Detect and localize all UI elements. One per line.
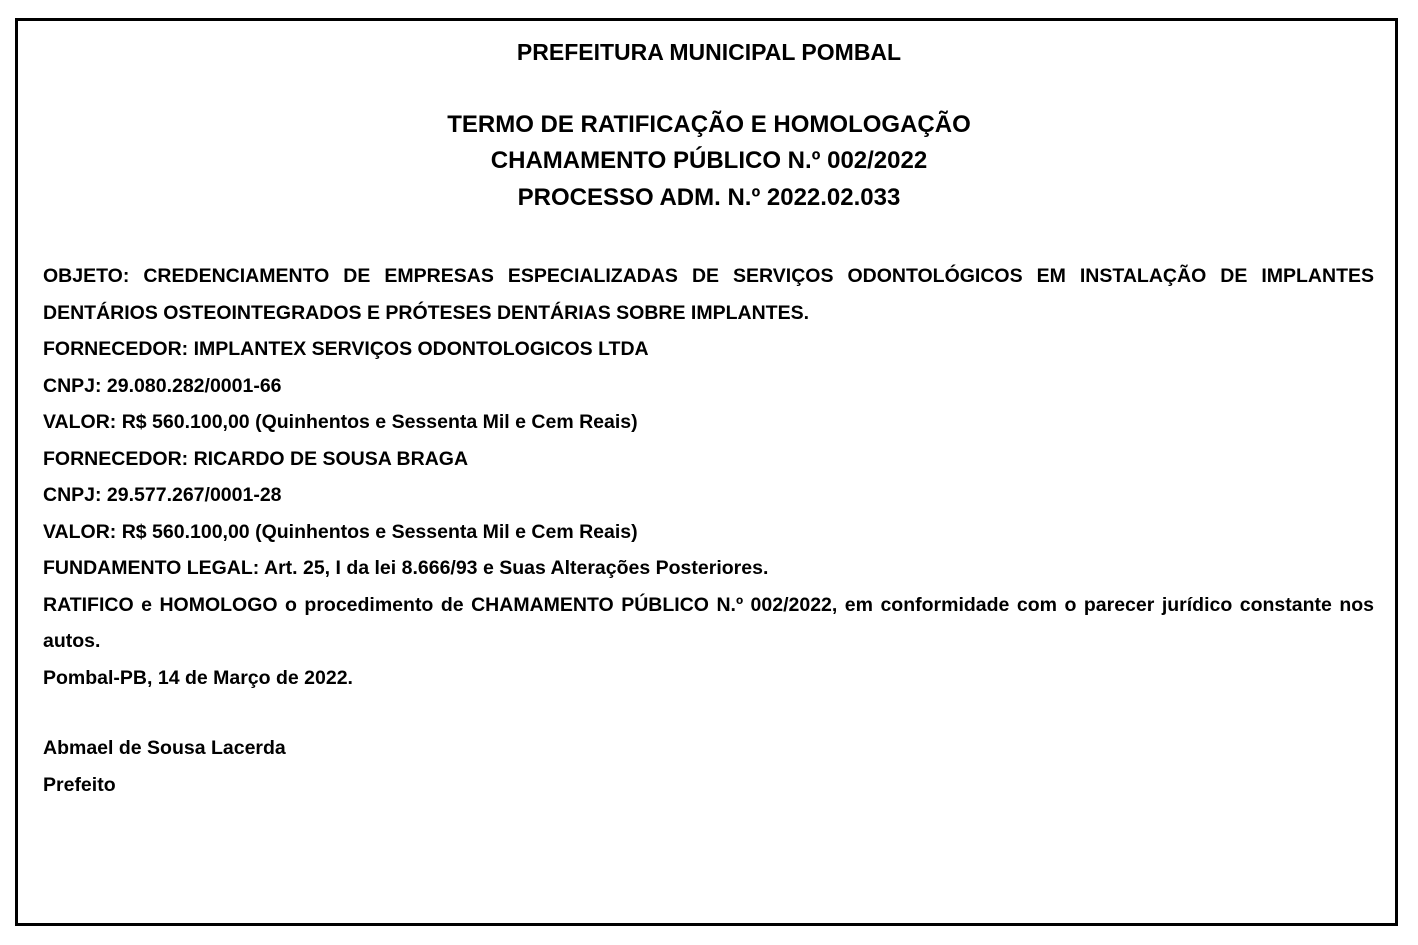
document-title: TERMO DE RATIFICAÇÃO E HOMOLOGAÇÃO <box>447 111 971 138</box>
document-body <box>43 258 1374 696</box>
signatory-role: Prefeito <box>43 773 116 796</box>
place-date: Pombal-PB, 14 de Março de 2022. <box>43 666 353 689</box>
supplier-1-name: FORNECEDOR: IMPLANTEX SERVIÇOS ODONTOLOGICOS LTDA <box>43 338 649 360</box>
objeto-paragraph: OBJETO: CREDENCIAMENTO DE EMPRESAS ESPECIALIZADAS DE SERVIÇOS ODONTOLÓGICOS EM INSTALAÇÃO DE IMPLANTES DENTÁRIOS OSTEOINTEGRADOS E PRÓTESES DENTÁRIAS SOBRE IMPLANTES. <box>43 265 1374 324</box>
call-number: CHAMAMENTO PÚBLICO N.º 002/2022 <box>490 147 928 174</box>
signatory-name: Abmael de Sousa Lacerda <box>43 737 286 759</box>
ratification-paragraph: RATIFICO e HOMOLOGO o procedimento de CHAMAMENTO PÚBLICO N.º 002/2022, em conformidade com o parecer jurídico constante nos autos. <box>43 593 1374 652</box>
process-number: PROCESSO ADM. N.º 2022.02.033 <box>517 184 901 211</box>
supplier-1-cnpj: CNPJ: 29.080.282/0001-66 <box>43 374 282 397</box>
supplier-2-cnpj: CNPJ: 29.577.267/0001-28 <box>43 484 282 506</box>
supplier-2-name: FORNECEDOR: RICARDO DE SOUSA BRAGA <box>43 447 469 470</box>
organization-heading: PREFEITURA MUNICIPAL POMBAL <box>516 39 902 65</box>
supplier-2-value: VALOR: R$ 560.100,00 (Quinhentos e Sessenta Mil e Cem Reais) <box>43 520 638 543</box>
signature-block <box>43 730 286 803</box>
supplier-1-value: VALOR: R$ 560.100,00 (Quinhentos e Sessenta Mil e Cem Reais) <box>43 411 638 433</box>
legal-basis: FUNDAMENTO LEGAL: Art. 25, I da lei 8.666/93 e Suas Alterações Posteriores. <box>43 557 769 579</box>
